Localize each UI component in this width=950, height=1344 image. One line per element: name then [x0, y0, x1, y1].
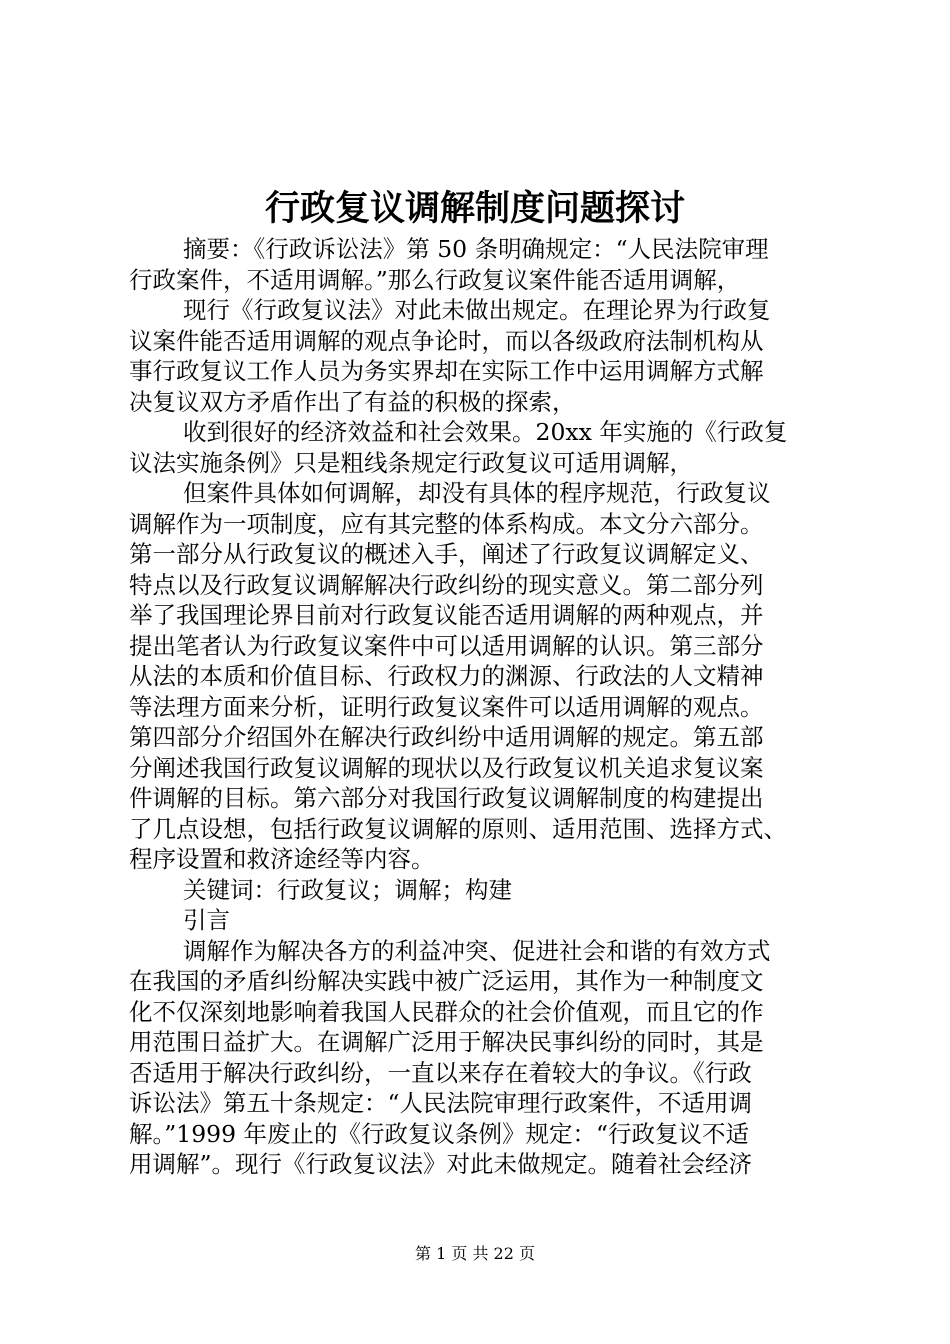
- paragraph-line: 化不仅深刻地影响着我国人民群众的社会价值观，而且它的作: [129, 997, 764, 1026]
- paragraph-line: 等法理方面来分析，证明行政复议案件可以适用调解的观点。: [129, 692, 764, 721]
- paragraph-line: 举了我国理论界目前对行政复议能否适用调解的两种观点，并: [129, 601, 764, 629]
- paragraph-line: 在我国的矛盾纠纷解决实践中被广泛运用，其作为一种制度文: [129, 967, 764, 995]
- document-body: [129, 234, 869, 1180]
- paragraph-line: 否适用于解决行政纠纷，一直以来存在着较大的争议。《行政: [129, 1058, 752, 1087]
- paragraph-line: 用调解”。现行《行政复议法》对此未做规定。随着社会经济: [129, 1150, 753, 1178]
- paragraph: [129, 875, 869, 906]
- paragraph-line: 现行《行政复议法》对此未做出规定。在理论界为行政复: [183, 296, 771, 324]
- paragraph-line: 关键词：行政复议；调解；构建: [183, 875, 512, 904]
- paragraph-line: 提出笔者认为行政复议案件中可以适用调解的认识。第三部分: [129, 631, 764, 660]
- paragraph-line: 程序设置和救济途经等内容。: [129, 845, 435, 873]
- paragraph: [129, 936, 869, 1180]
- paragraph-line: 特点以及行政复议调解解决行政纠纷的现实意义。第二部分列: [129, 570, 764, 599]
- paragraph-line: 了几点设想，包括行政复议调解的原则、适用范围、选择方式、: [129, 814, 787, 843]
- paragraph-line: 解。”1999 年废止的《行政复议条例》规定：“行政复议不适: [129, 1119, 750, 1148]
- paragraph: [129, 905, 869, 936]
- paragraph-line: 议法实施条例》只是粗线条规定行政复议可适用调解，: [129, 448, 693, 477]
- paragraph: [129, 478, 869, 875]
- paragraph-line: 决复议双方矛盾作出了有益的积极的探索，: [129, 387, 576, 416]
- paragraph-line: 第一部分从行政复议的概述入手，阐述了行政复议调解定义、: [129, 540, 764, 568]
- paragraph-line: 事行政复议工作人员为务实界却在实际工作中运用调解方式解: [129, 357, 764, 385]
- paragraph-line: 调解作为解决各方的利益冲突、促进社会和谐的有效方式: [183, 936, 771, 965]
- page-footer: 第 1 页 共 22 页: [415, 1244, 535, 1263]
- paragraph: [129, 234, 869, 295]
- paragraph-line: 收到很好的经济效益和社会效果。20xx 年实施的《行政复: [183, 418, 788, 446]
- paragraph-line: 调解作为一项制度，应有其完整的体系构成。本文分六部分。: [129, 509, 764, 538]
- paragraph: [129, 295, 869, 417]
- paragraph-line: 议案件能否适用调解的观点争论时，而以各级政府法制机构从: [129, 326, 764, 355]
- paragraph-line: 第四部分介绍国外在解决行政纠纷中适用调解的规定。第五部: [129, 723, 764, 751]
- paragraph-line: 引言: [183, 906, 230, 934]
- paragraph-line: 但案件具体如何调解，却没有具体的程序规范，行政复议: [183, 479, 771, 507]
- paragraph-line: 摘要：《行政诉讼法》第 50 条明确规定：“人民法院审理: [183, 235, 769, 263]
- paragraph-line: 件调解的目标。第六部分对我国行政复议调解制度的构建提出: [129, 784, 764, 812]
- paragraph-line: 从法的本质和价值目标、行政权力的渊源、行政法的人文精神: [129, 662, 764, 690]
- paragraph-line: 诉讼法》第五十条规定：“人民法院审理行政案件，不适用调: [129, 1089, 753, 1117]
- paragraph: [129, 417, 869, 478]
- document-title: 行政复议调解制度问题探讨: [264, 188, 685, 229]
- paragraph-line: 用范围日益扩大。在调解广泛用于解决民事纠纷的同时，其是: [129, 1028, 764, 1056]
- paragraph-line: 行政案件，不适用调解。”那么行政复议案件能否适用调解，: [129, 265, 741, 294]
- paragraph-line: 分阐述我国行政复议调解的现状以及行政复议机关追求复议案: [129, 753, 764, 782]
